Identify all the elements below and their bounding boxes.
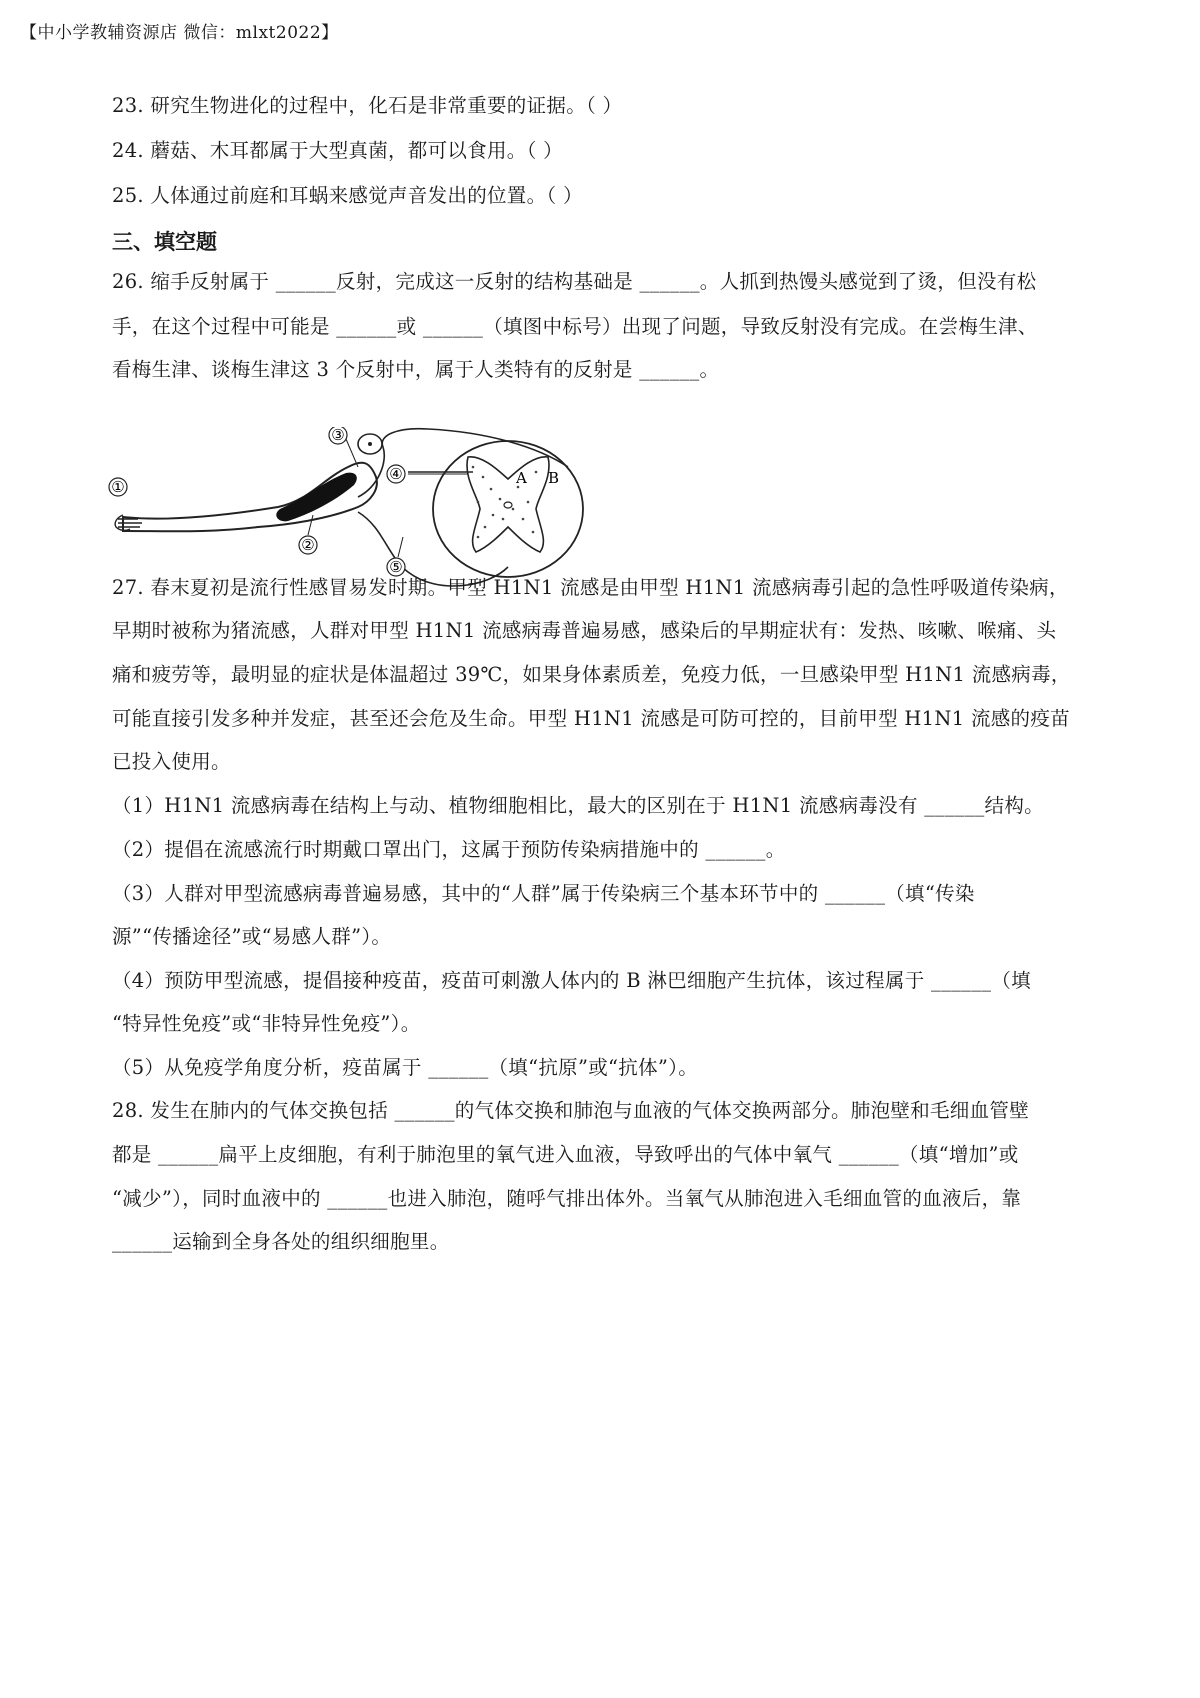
question-27-sub-4: （4）预防甲型流感，提倡接种疫苗，疫苗可刺激人体内的 B 淋巴细胞产生抗体，该过程属于 ______（填 xyxy=(112,969,1031,992)
svg-text:②: ② xyxy=(301,536,315,554)
question-28-line-4: ______运输到全身各处的组织细胞里。 xyxy=(112,1230,450,1253)
diagram-label-b: B xyxy=(548,469,560,487)
svg-text:④: ④ xyxy=(389,465,403,483)
diagram-label-2 xyxy=(299,536,317,554)
question-27-sub-3: （3）人群对甲型流感病毒普遍易感，其中的“人群”属于传染病三个基本环节中的 ______（填“传染 xyxy=(112,882,975,905)
question-27-line-3: 痛和疲劳等，最明显的症状是体温超过 39℃，如果身体素质差，免疫力低，一旦感染甲型 H1N1 流感病毒， xyxy=(112,663,1071,686)
diagram-label-a: A xyxy=(516,469,527,487)
section-title: 三、填空题 xyxy=(112,230,217,254)
question-28-line-1: 28. 发生在肺内的气体交换包括 ______的气体交换和肺泡与血液的气体交换两部分。肺泡壁和毛细血管壁 xyxy=(112,1099,1030,1122)
question-26-line-3: 看梅生津、谈梅生津这 3 个反射中，属于人类特有的反射是 ______。 xyxy=(112,358,720,381)
question-26-line-2: 手，在这个过程中可能是 ______或 ______（填图中标号）出现了问题，导致反射没有完成。在尝梅生津、 xyxy=(112,315,1038,338)
question-27-line-1: 27. 春末夏初是流行性感冒易发时期。甲型 H1N1 流感是由甲型 H1N1 流感病毒引起的急性呼吸道传染病， xyxy=(112,576,1069,599)
question-24: 24. 蘑菇、木耳都属于大型真菌，都可以食用。（ ） xyxy=(112,139,563,162)
question-23: 23. 研究生物进化的过程中，化石是非常重要的证据。（ ） xyxy=(112,94,623,117)
page-header: 【中小学教辅资源店 微信：mlxt2022】 xyxy=(20,23,339,43)
question-27-sub-2: （2）提倡在流感流行时期戴口罩出门，这属于预防传染病措施中的 ______。 xyxy=(112,838,786,861)
question-27-line-2: 早期时被称为猪流感，人群对甲型 H1N1 流感病毒普遍易感，感染后的早期症状有：发热、咳嗽、喉痛、头 xyxy=(112,619,1057,642)
question-27-sub-5: （5）从免疫学角度分析，疫苗属于 ______（填“抗原”或“抗体”）。 xyxy=(112,1056,699,1079)
question-28-line-3: “减少”），同时血液中的 ______也进入肺泡，随呼气排出体外。当氧气从肺泡进入毛细血管的血液后，靠 xyxy=(112,1187,1022,1210)
question-25: 25. 人体通过前庭和耳蜗来感觉声音发出的位置。（ ） xyxy=(112,184,583,207)
diagram-label-3 xyxy=(329,427,347,444)
svg-text:①: ① xyxy=(111,478,125,496)
question-26-line-1: 26. 缩手反射属于 ______反射，完成这一反射的结构基础是 ______。人抓到热馒头感觉到了烫，但没有松 xyxy=(112,270,1037,293)
question-27-sub-4-cont: “特异性免疫”或“非特异性免疫”）。 xyxy=(112,1012,421,1035)
diagram-label-1 xyxy=(109,478,127,496)
svg-text:③: ③ xyxy=(331,427,345,444)
diagram-label-4 xyxy=(387,465,405,483)
svg-text:⑤: ⑤ xyxy=(389,558,403,576)
question-27-sub-3-cont: 源”“传播途径”或“易感人群”）。 xyxy=(112,925,392,948)
question-27-line-4: 可能直接引发多种并发症，甚至还会危及生命。甲型 H1N1 流感是可防可控的，目前甲型 H1N1 流感的疫苗 xyxy=(112,707,1070,730)
question-27-sub-1: （1）H1N1 流感病毒在结构上与动、植物细胞相比，最大的区别在于 H1N1 流感病毒没有 ______结构。 xyxy=(112,794,1044,817)
question-27-line-5: 已投入使用。 xyxy=(112,750,231,773)
question-28-line-2: 都是 ______扁平上皮细胞，有利于肺泡里的氧气进入血液，导致呼出的气体中氧气 ______（填“增加”或 xyxy=(112,1143,1019,1166)
